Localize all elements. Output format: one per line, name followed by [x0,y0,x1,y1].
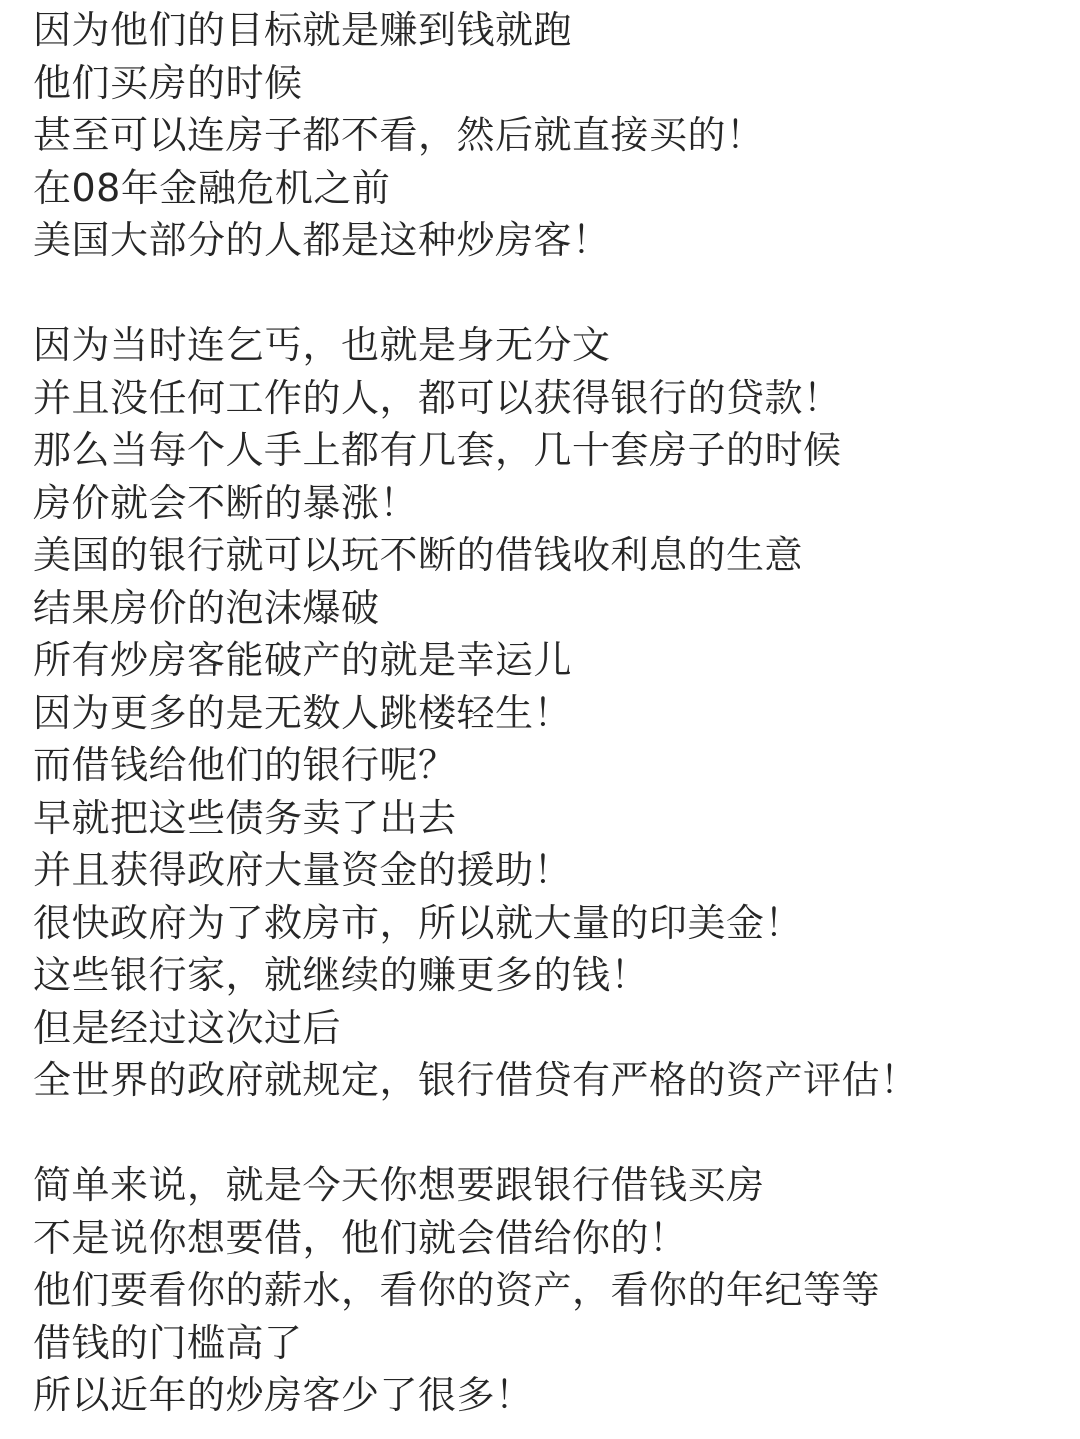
text-line: 他们买房的时候 [33,60,303,105]
text-line: 因为当时连乞丐，也就是身无分文 [33,323,611,367]
text-line: 所以近年的炒房客少了很多！ [33,1373,534,1417]
text-line: 结果房价的泡沫爆破 [33,585,380,630]
article-text [33,4,1053,1422]
text-line: 很快政府为了救房市，所以就大量的印美金！ [33,900,804,945]
paragraph-1 [33,4,1053,267]
text-line: 在08年金融危机之前 [33,165,391,210]
text-line: 房价就会不断的暴涨！ [33,480,419,525]
text-line: 甚至可以连房子都不看，然后就直接买的！ [33,113,765,157]
text-line: 因为更多的是无数人跳楼轻生！ [33,690,573,735]
text-line: 美国大部分的人都是这种炒房客！ [33,218,611,262]
text-line: 而借钱给他们的银行呢？ [33,743,457,787]
text-line: 不是说你想要借，他们就会借给你的！ [33,1215,688,1260]
text-line: 所有炒房客能破产的就是幸运儿 [33,638,573,682]
text-line: 简单来说，就是今天你想要跟银行借钱买房 [33,1163,765,1207]
paragraph-3 [33,1159,1053,1422]
text-line: 并且获得政府大量资金的援助！ [33,848,573,892]
text-line: 借钱的门槛高了 [33,1320,303,1365]
text-line: 因为他们的目标就是赚到钱就跑 [33,8,573,52]
text-line: 全世界的政府就规定，银行借贷有严格的资产评估！ [33,1058,919,1102]
text-line: 并且没任何工作的人，都可以获得银行的贷款！ [33,375,842,420]
text-line: 早就把这些债务卖了出去 [33,795,457,840]
text-line: 美国的银行就可以玩不断的借钱收利息的生意 [33,533,804,577]
text-line: 但是经过这次过后 [33,1005,342,1050]
text-line: 他们要看你的薪水，看你的资产，看你的年纪等等 [33,1268,881,1312]
paragraph-2 [33,319,1053,1107]
text-line: 这些银行家，就继续的赚更多的钱！ [33,953,650,997]
text-line: 那么当每个人手上都有几套，几十套房子的时候 [33,428,842,472]
